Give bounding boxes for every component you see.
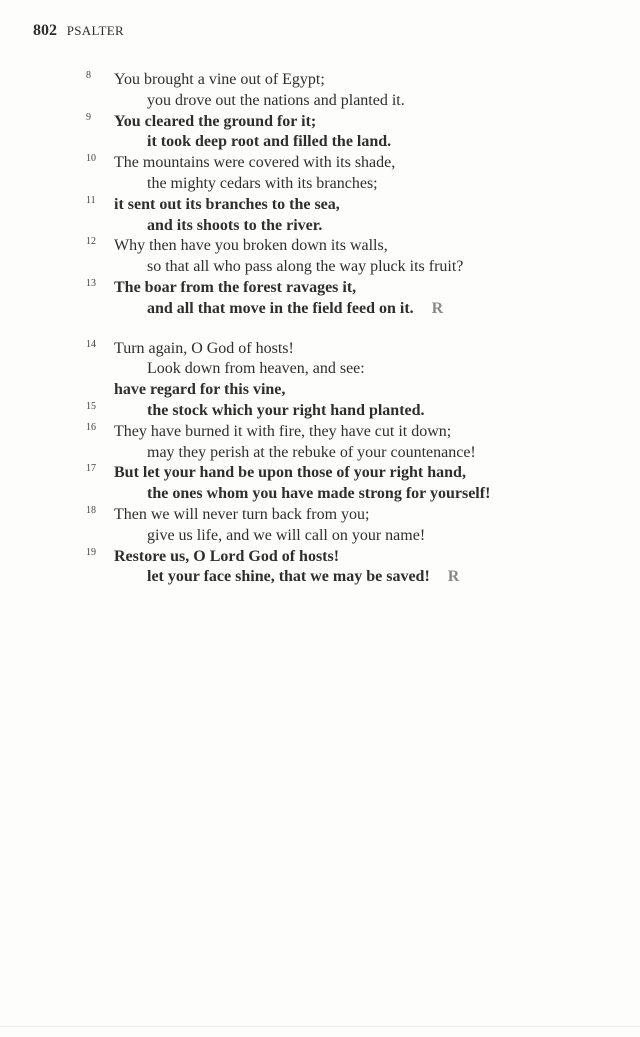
verse-text-content: the mighty cedars with its branches;	[147, 174, 378, 192]
verse-text	[147, 484, 490, 505]
section-title: PSALTER	[66, 23, 124, 38]
stanza	[0, 339, 640, 589]
running-header	[33, 22, 124, 40]
verse-text	[114, 236, 388, 257]
verse-text	[147, 526, 425, 547]
verse-line	[0, 567, 640, 588]
verse-line	[0, 216, 640, 237]
verse-line	[0, 359, 640, 380]
verse-text-content: and its shoots to the river.	[147, 216, 323, 234]
verse-line	[0, 112, 640, 133]
verse-text-content: The boar from the forest ravages it,	[114, 278, 357, 296]
verse-line	[0, 547, 640, 568]
verse-line	[0, 380, 640, 401]
verse-text	[114, 422, 451, 443]
verse-line	[0, 484, 640, 505]
verse-text-content: it took deep root and filled the land.	[147, 133, 392, 151]
verse-line	[0, 236, 640, 257]
verse-text-content: the ones whom you have made strong for yourself!	[147, 485, 491, 503]
verse-text	[147, 299, 443, 320]
verse-line	[0, 132, 640, 153]
page-number: 802	[33, 22, 57, 39]
verse-text-content: Turn again, O God of hosts!	[114, 339, 294, 357]
verse-number: 19	[86, 546, 96, 558]
verse-text-content: so that all who pass along the way pluck its fruit?	[147, 258, 464, 276]
verse-text	[147, 257, 463, 278]
psalm-text	[0, 70, 640, 607]
verse-number: 17	[86, 463, 96, 475]
verse-text	[147, 132, 391, 153]
verse-text	[147, 216, 322, 237]
verse-text-content: But let your hand be upon those of your right hand,	[114, 464, 466, 482]
verse-text	[114, 153, 395, 174]
verse-line	[0, 339, 640, 360]
verse-text	[114, 380, 285, 401]
verse-number: 9	[86, 111, 91, 123]
verse-text-content: Why then have you broken down its walls,	[114, 237, 388, 255]
verse-line	[0, 153, 640, 174]
verse-number: 11	[86, 194, 96, 206]
verse-text	[147, 174, 378, 195]
verse-line	[0, 257, 640, 278]
stanza	[0, 70, 640, 320]
verse-text	[147, 401, 425, 422]
verse-text	[147, 359, 365, 380]
verse-line	[0, 195, 640, 216]
verse-text	[114, 278, 356, 299]
verse-text	[147, 567, 459, 588]
verse-number: 13	[86, 277, 96, 289]
page-edge	[0, 1026, 640, 1027]
verse-text	[114, 70, 325, 91]
verse-text-content: They have burned it with fire, they have cut it down;	[114, 422, 452, 440]
verse-text-content: it sent out its branches to the sea,	[114, 195, 340, 213]
verse-line	[0, 463, 640, 484]
verse-text	[147, 91, 405, 112]
verse-text-content: You cleared the ground for it;	[114, 112, 317, 130]
verse-line	[0, 526, 640, 547]
verse-text-content: you drove out the nations and planted it.	[147, 91, 405, 109]
verse-text	[114, 547, 339, 568]
verse-text-content: give us life, and we will call on your name!	[147, 526, 426, 544]
verse-text-content: The mountains were covered with its shade,	[114, 154, 396, 172]
verse-text-content: You brought a vine out of Egypt;	[114, 71, 325, 88]
verse-line	[0, 278, 640, 299]
verse-text-content: the stock which your right hand planted.	[147, 401, 425, 419]
verse-line	[0, 505, 640, 526]
verse-number: 18	[86, 504, 96, 516]
verse-line	[0, 70, 640, 91]
verse-line	[0, 422, 640, 443]
response-mark: R	[447, 568, 460, 586]
verse-text-content: Restore us, O Lord God of hosts!	[114, 547, 340, 565]
verse-number: 14	[86, 338, 96, 350]
verse-number: 15	[86, 400, 96, 412]
verse-text	[114, 339, 294, 360]
verse-text	[114, 505, 369, 526]
verse-text	[114, 195, 340, 216]
verse-text-content: Look down from heaven, and see:	[147, 360, 365, 378]
verse-line	[0, 299, 640, 320]
verse-text-content: may they perish at the rebuke of your countenance!	[147, 443, 476, 461]
verse-line	[0, 401, 640, 422]
verse-number: 12	[86, 236, 96, 248]
verse-line	[0, 91, 640, 112]
verse-number: 10	[86, 153, 96, 165]
verse-text-content: have regard for this vine,	[114, 381, 286, 399]
verse-text	[114, 463, 466, 484]
verse-number: 8	[86, 70, 91, 81]
verse-text-content: let your face shine, that we may be saved!	[147, 568, 430, 586]
verse-number: 16	[86, 421, 96, 433]
verse-text-content: Then we will never turn back from you;	[114, 505, 370, 523]
verse-text	[114, 112, 316, 133]
verse-line	[0, 443, 640, 464]
verse-line	[0, 174, 640, 195]
verse-text	[147, 443, 476, 464]
verse-text-content: and all that move in the field feed on it.	[147, 299, 414, 317]
response-mark: R	[431, 299, 444, 317]
